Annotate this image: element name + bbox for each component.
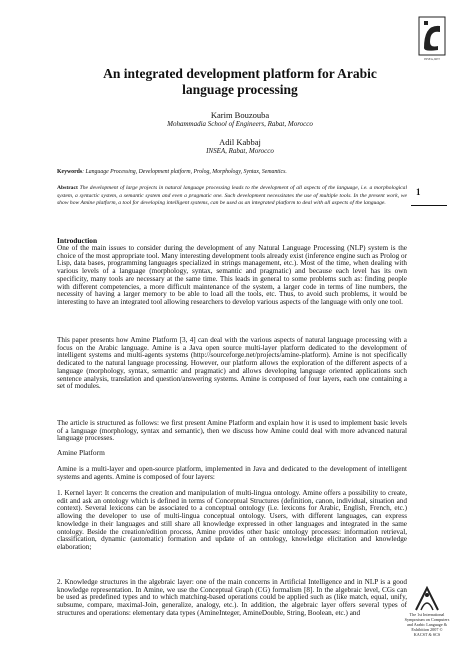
paper-title — [40, 66, 440, 98]
keywords-label: Keywords — [57, 169, 83, 175]
abstract-label: Abstract — [57, 185, 78, 191]
logo-caption: INSEA, RPT — [424, 57, 440, 61]
section-heading: Introduction — [57, 236, 98, 245]
paragraph: This paper presents how Amine Platform [3, 4] can deal with the various aspects of natural language processing with a focus on the Arabic language. Amine is a Java open source multi-layer platform dedicated to the development of intelligent systems and multi-agents systems (http://sourceforge.net/projects/amine-platform). Amine is not specifically dedicated to the natural language processing. However, our platform allows the exploration of the different aspects of a language (morphology, syntax, semantic and pragmatic) and allows developing language oriented applications such sentence analysis, translation and question/answering systems. Amine is composed of four layers, each one containing a set of modules. — [57, 336, 407, 391]
keywords-text: : Language Processing, Development platform, Prolog, Morphology, Syntax, Semantics. — [82, 169, 287, 175]
author-affiliation: INSEA, Rabat, Morocco — [206, 147, 274, 155]
paragraph: The article is structured as follows: we first present Amine Platform and explain how it is used to implement basic levels of a language (morphology, syntax and semantic), then we discuss how Amine could deal with more advanced natural language processes. — [57, 419, 407, 443]
title-line-2: language processing — [182, 82, 298, 97]
symposium-logo — [412, 586, 442, 614]
paragraph: One of the main issues to consider during the development of any Natural Language Processing (NLP) system is the choice of the most appropriate tool. Many interesting development tools already exist (inference engine such as Prolog or Lisp, data bases, programming languages specialized in strings management, etc.). Most of the time, when dealing with various levels of a language (morphology, syntax, semantic and pragmatic) and because each level has its own specificity, many tools are necessary at the same time. This leads in general to some problems such as: finding people with different competencies, a more difficult maintenance of the system, a larger code in terms of line numbers, the necessity of having a larger memory to be able to load all the tools, etc. Thus, to avoid such problems, it would be interesting to have an integrated tool allowing researchers to develop various aspects of the language with only one tool. — [57, 244, 407, 306]
paragraph: Amine is a multi-layer and open-source platform, implemented in Java and dedicated to the development of intelligent systems and agents. Amine is composed of four layers: — [57, 465, 407, 481]
keywords — [57, 169, 447, 176]
symposium-caption: The 1st International Symposium on Computers and Arabic Language & Exhibition 2007 © KACST & SCS — [404, 612, 450, 637]
section-heading: Amine Platform — [57, 448, 105, 457]
page-number: 1 — [416, 187, 421, 197]
abstract-text: The development of large projects in natural language processing leads to the development of all aspects of the language, i.e. a morphological system, a syntactic system, a semantic system and even a pragmatic one. Such development necessitates the use of multiple tools. In the present work, we show how Amine platform, a tool for developing intelligent systems, can be used as an integrated platform to deal with all aspects of the language. — [57, 185, 407, 206]
side-rule — [411, 205, 447, 206]
author-name: Karim Bouzouba — [210, 110, 270, 120]
author-name: Adil Kabbaj — [219, 137, 261, 147]
paragraph: 1. Kernel layer: It concerns the creation and manipulation of multi-lingua ontology. Amine offers a possibility to create, edit and ask an ontology which is defined in terms of Conceptual Structures (definition, canon, individual, situation and context). Several lexicons can be associated to a conceptual ontology (i.e. lexicons for Arabic, English, French, etc.) allowing the developer to use of multi-lingua conceptual ontology. Users, with different languages, can express knowledge in their languages and still share all knowledge expressed in other languages and integrated in the same ontology. Beside the creation/edition process, Amine provides other basic ontology processes: information retrieval, classification, dynamic (automatic) formation and update of an ontology, knowledge elicitation and knowledge elaboration; — [57, 489, 407, 551]
abstract — [57, 185, 407, 208]
title-line-1: An integrated development platform for Arabic — [103, 66, 377, 81]
paragraph: 2. Knowledge structures in the algebraic layer: one of the main concerns in Artificial Intelligence and in NLP is a good knowledge representation. In Amine, we use the Conceptual Graph (CG) formalism [8]. In the algebraic level, CGs can be used as predefined types and to which matching-based operations could be applied such as (like match, equal, unify, subsume, compare, maximal-Join, generalize, analogy, etc.). In addition, the algebraic layer offers several types of structures and operations: elementary data types (AmineInteger, AmineDouble, String, Boolean, etc.) and — [57, 578, 407, 617]
author-affiliation: Mohammadia School of Engineers, Rabat, Morocco — [167, 120, 313, 128]
